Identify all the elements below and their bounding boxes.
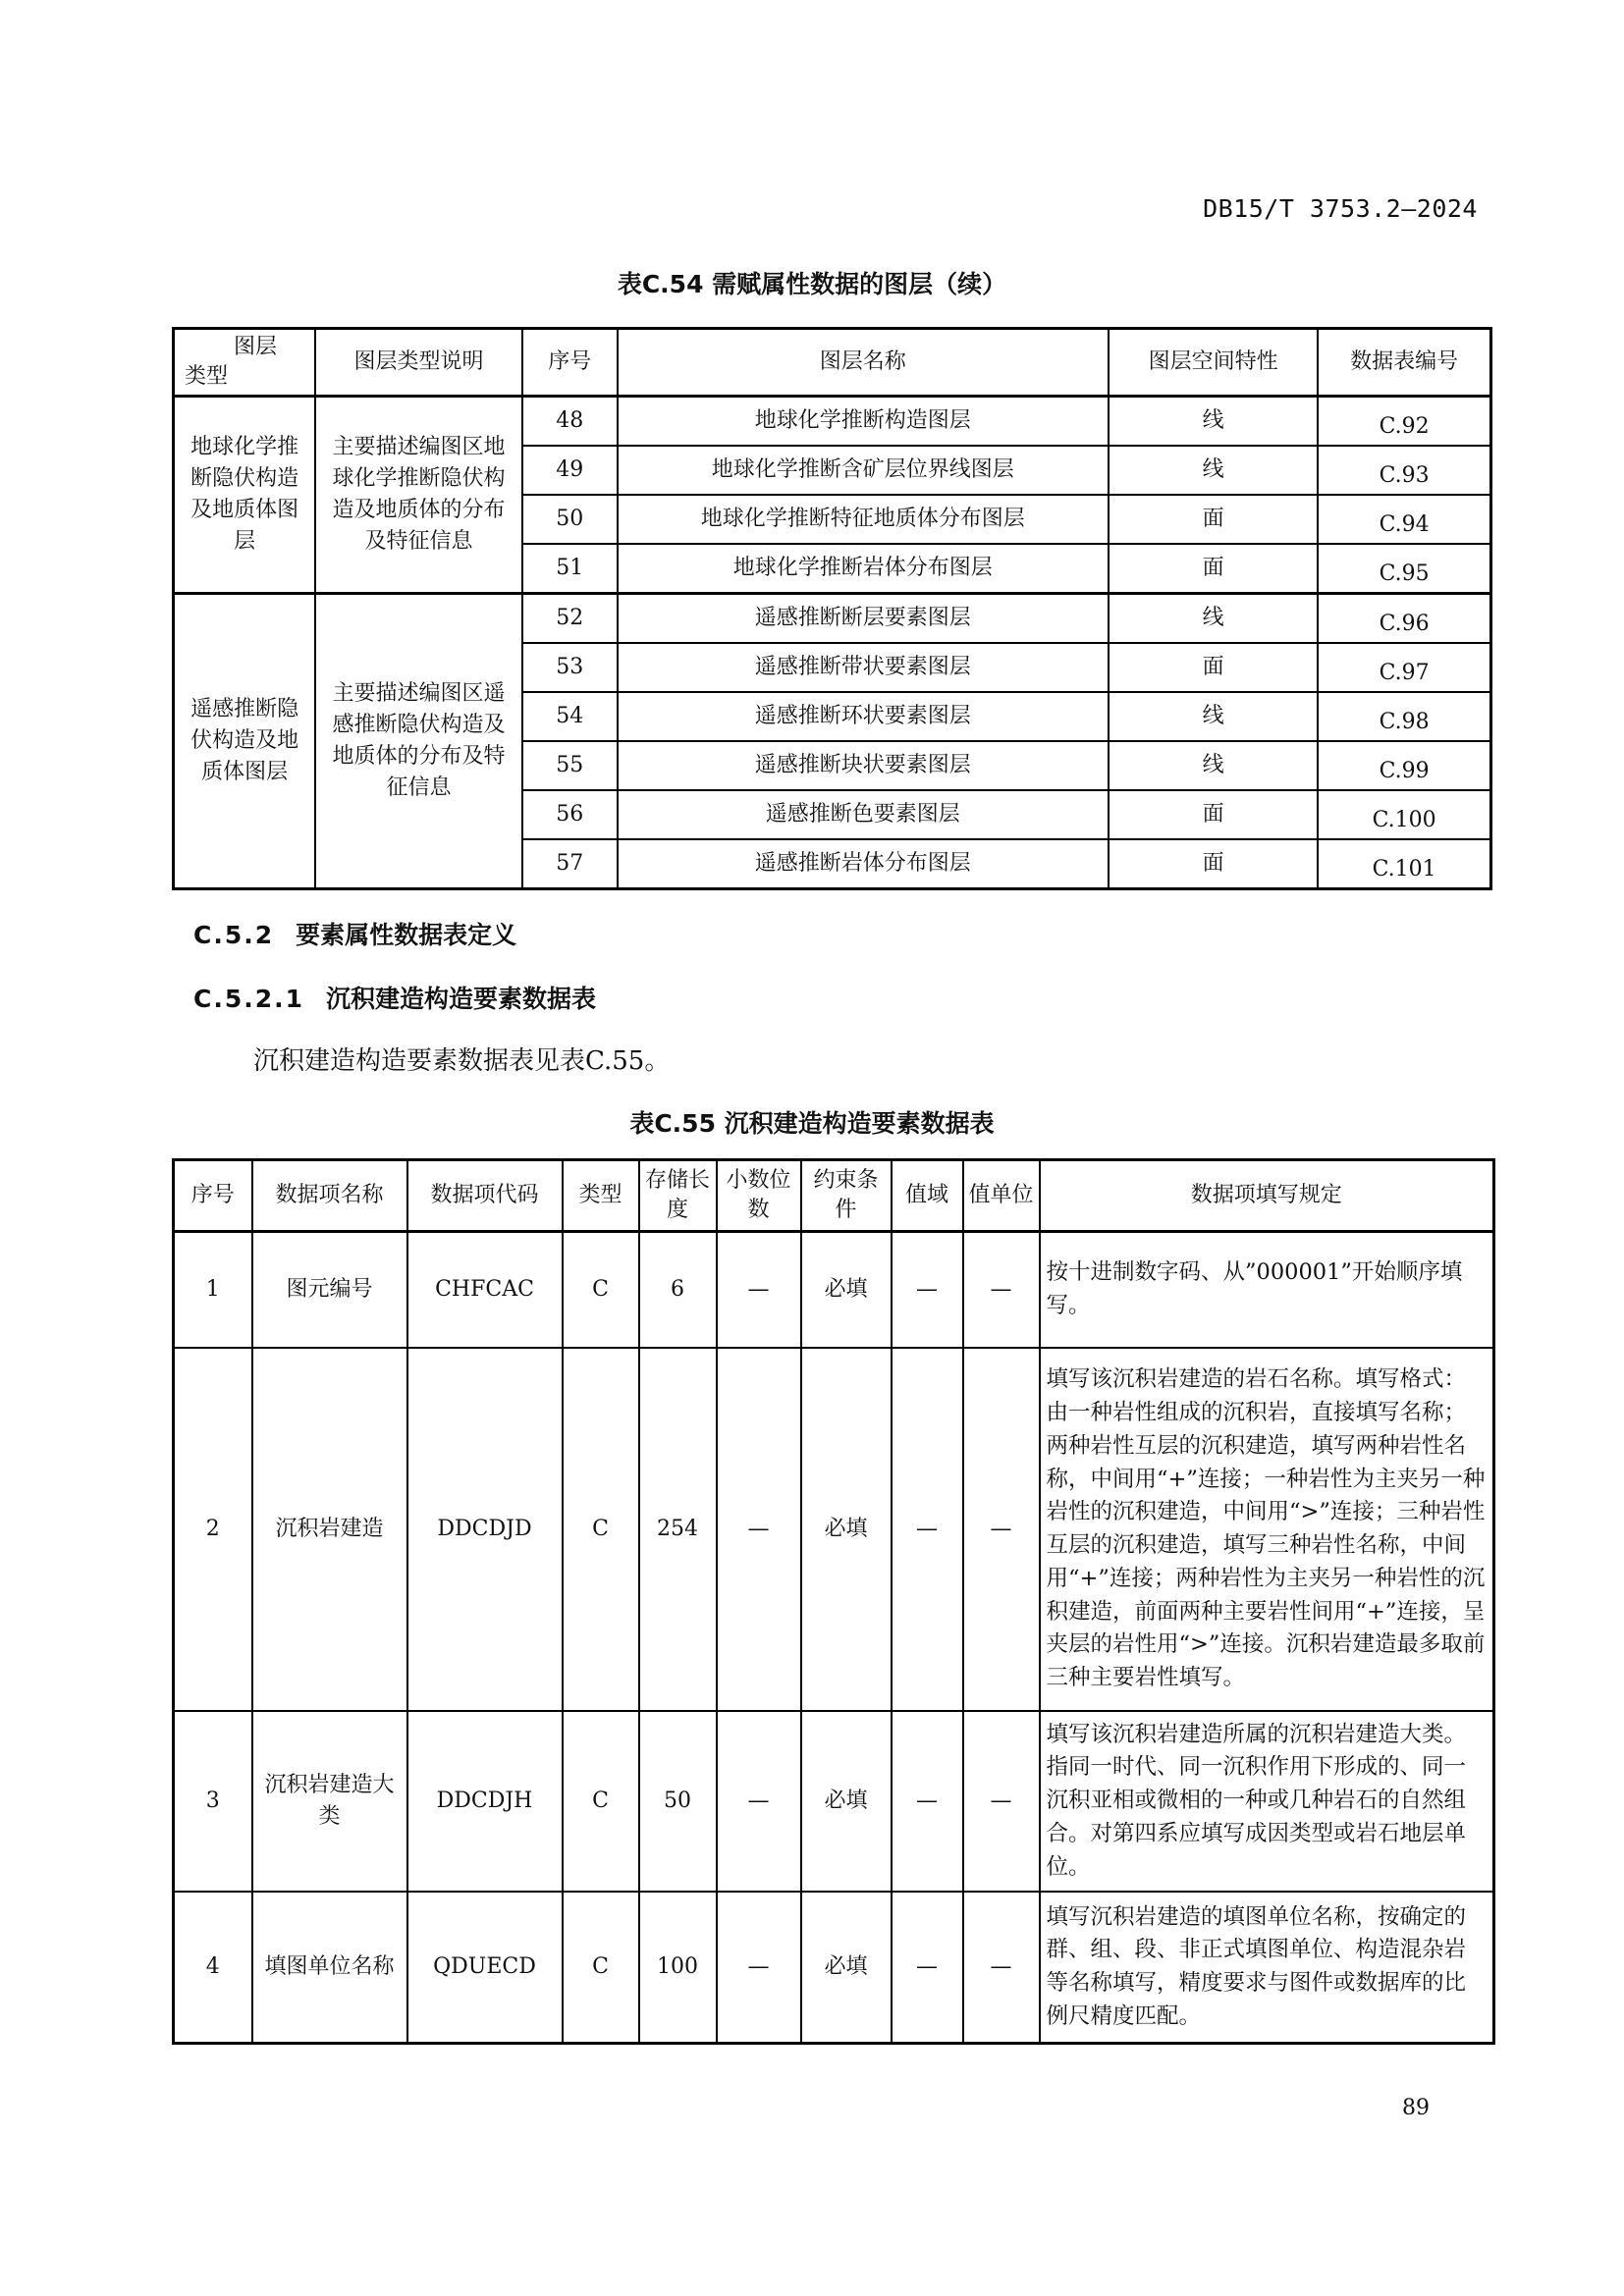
layer-type-cell: 地球化学推断隐伏构造及地质体图层	[174, 397, 316, 594]
section-number: C.5.2.1	[193, 985, 305, 1013]
spatial-cell: 线	[1109, 692, 1318, 741]
layer-name-cell: 地球化学推断含矿层位界线图层	[618, 446, 1109, 495]
table-no-cell: C.99	[1318, 741, 1490, 790]
item-name-cell: 沉积岩建造	[252, 1348, 407, 1711]
item-code-cell: DDCDJD	[407, 1348, 563, 1711]
header-rule: 数据项填写规定	[1040, 1160, 1494, 1232]
seq-cell: 54	[522, 692, 618, 741]
type-cell: C	[563, 1232, 639, 1349]
domain-cell: —	[892, 1348, 963, 1711]
domain-cell: —	[892, 1711, 963, 1892]
page-number: 89	[1402, 2096, 1430, 2120]
section-title: 沉积建造构造要素数据表	[326, 985, 597, 1013]
seq-cell: 4	[174, 1892, 252, 2044]
table-header-row	[174, 1160, 1494, 1232]
table-no-cell: C.93	[1318, 446, 1490, 495]
layer-type-cell: 遥感推断隐伏构造及地质体图层	[174, 594, 316, 889]
rule-cell: 按十进制数字码、从”000001”开始顺序填写。	[1040, 1232, 1494, 1349]
decimals-cell: —	[717, 1348, 801, 1711]
storage-length-cell: 100	[639, 1892, 717, 2044]
spatial-cell: 线	[1109, 741, 1318, 790]
layer-name-cell: 遥感推断环状要素图层	[618, 692, 1109, 741]
spatial-cell: 线	[1109, 397, 1318, 447]
spatial-cell: 面	[1109, 643, 1318, 692]
table-c54	[172, 327, 1492, 890]
spatial-cell: 面	[1109, 790, 1318, 839]
decimals-cell: —	[717, 1232, 801, 1349]
seq-cell: 55	[522, 741, 618, 790]
rule-cell: 填写沉积岩建造的填图单位名称，按确定的群、组、段、非正式填图单位、构造混杂岩等名称填写，精度要求与图件或数据库的比例尺精度匹配。	[1040, 1892, 1494, 2044]
storage-length-cell: 254	[639, 1348, 717, 1711]
table-row	[174, 594, 1491, 644]
layer-name-cell: 地球化学推断岩体分布图层	[618, 544, 1109, 594]
item-name-cell: 沉积岩建造大类	[252, 1711, 407, 1892]
table-no-cell: C.101	[1318, 839, 1490, 889]
intro-paragraph: 沉积建造构造要素数据表见表C.55。	[253, 1046, 671, 1076]
table-row	[174, 1711, 1494, 1892]
section-heading-c52	[193, 916, 516, 951]
section-number: C.5.2	[193, 921, 275, 949]
layer-name-cell: 遥感推断块状要素图层	[618, 741, 1109, 790]
seq-cell: 53	[522, 643, 618, 692]
table-c55	[172, 1158, 1495, 2045]
layer-name-cell: 遥感推断色要素图层	[618, 790, 1109, 839]
spatial-cell: 面	[1109, 544, 1318, 594]
constraint-cell: 必填	[801, 1232, 892, 1349]
unit-cell: —	[963, 1348, 1040, 1711]
type-cell: C	[563, 1348, 639, 1711]
seq-cell: 49	[522, 446, 618, 495]
header-spatial: 图层空间特性	[1109, 329, 1318, 397]
decimals-cell: —	[717, 1892, 801, 2044]
table-row	[174, 1232, 1494, 1349]
domain-cell: —	[892, 1892, 963, 2044]
rule-cell: 填写该沉积岩建造所属的沉积岩建造大类。指同一时代、同一沉积作用下形成的、同一沉积亚相或微相的一种或几种岩石的自然组合。对第四系应填写成因类型或岩石地层单位。	[1040, 1711, 1494, 1892]
type-cell: C	[563, 1711, 639, 1892]
decimals-cell: —	[717, 1711, 801, 1892]
header-seq: 序号	[174, 1160, 252, 1232]
header-seq: 序号	[522, 329, 618, 397]
item-code-cell: DDCDJH	[407, 1711, 563, 1892]
domain-cell: —	[892, 1232, 963, 1349]
layer-name-cell: 地球化学推断构造图层	[618, 397, 1109, 447]
header-type: 类型	[563, 1160, 639, 1232]
seq-cell: 48	[522, 397, 618, 447]
table-no-cell: C.98	[1318, 692, 1490, 741]
table-row	[174, 397, 1491, 447]
item-code-cell: CHFCAC	[407, 1232, 563, 1349]
table-c54-caption: 表C.54 需赋属性数据的图层（续）	[617, 270, 1007, 298]
storage-length-cell: 50	[639, 1711, 717, 1892]
header-table-no: 数据表编号	[1318, 329, 1490, 397]
table-no-cell: C.92	[1318, 397, 1490, 447]
item-name-cell: 图元编号	[252, 1232, 407, 1349]
spatial-cell: 面	[1109, 839, 1318, 889]
table-c55-caption: 表C.55 沉积建造构造要素数据表	[629, 1109, 995, 1138]
seq-cell: 56	[522, 790, 618, 839]
header-layer-name: 图层名称	[618, 329, 1109, 397]
seq-cell: 50	[522, 495, 618, 544]
layer-name-cell: 地球化学推断特征地质体分布图层	[618, 495, 1109, 544]
header-item-name: 数据项名称	[252, 1160, 407, 1232]
type-cell: C	[563, 1892, 639, 2044]
layer-name-cell: 遥感推断断层要素图层	[618, 594, 1109, 644]
seq-cell: 2	[174, 1348, 252, 1711]
table-no-cell: C.94	[1318, 495, 1490, 544]
table-no-cell: C.96	[1318, 594, 1490, 644]
spatial-cell: 线	[1109, 594, 1318, 644]
table-no-cell: C.100	[1318, 790, 1490, 839]
standard-code: DB15/T 3753.2—2024	[1203, 194, 1478, 223]
layer-name-cell: 遥感推断岩体分布图层	[618, 839, 1109, 889]
type-desc-cell: 主要描述编图区遥感推断隐伏构造及地质体的分布及特征信息	[315, 594, 521, 889]
table-row	[174, 1348, 1494, 1711]
header-layer-type: 图层 类型	[174, 329, 316, 397]
header-constraint: 约束条件	[801, 1160, 892, 1232]
seq-cell: 1	[174, 1232, 252, 1349]
header-domain: 值域	[892, 1160, 963, 1232]
unit-cell: —	[963, 1232, 1040, 1349]
header-decimals: 小数位数	[717, 1160, 801, 1232]
item-name-cell: 填图单位名称	[252, 1892, 407, 2044]
rule-cell: 填写该沉积岩建造的岩石名称。填写格式：由一种岩性组成的沉积岩，直接填写名称；两种岩性互层的沉积建造，填写两种岩性名称，中间用“+”连接；一种岩性为主夹另一种岩性的沉积建造，中间用“>”连接；三种岩性互层的沉积建造，填写三种岩性名称，中间用“+”连接；两种岩性为主夹另一种岩性的沉积建造，前面两种主要岩性间用“+”连接，呈夹层的岩性用“>”连接。沉积岩建造最多取前三种主要岩性填写。	[1040, 1348, 1494, 1711]
header-item-code: 数据项代码	[407, 1160, 563, 1232]
constraint-cell: 必填	[801, 1348, 892, 1711]
table-no-cell: C.95	[1318, 544, 1490, 594]
header-storage-length: 存储长度	[639, 1160, 717, 1232]
unit-cell: —	[963, 1711, 1040, 1892]
seq-cell: 51	[522, 544, 618, 594]
spatial-cell: 线	[1109, 446, 1318, 495]
spatial-cell: 面	[1109, 495, 1318, 544]
storage-length-cell: 6	[639, 1232, 717, 1349]
section-title: 要素属性数据表定义	[296, 921, 517, 949]
constraint-cell: 必填	[801, 1892, 892, 2044]
header-type-desc: 图层类型说明	[315, 329, 521, 397]
header-unit: 值单位	[963, 1160, 1040, 1232]
seq-cell: 3	[174, 1711, 252, 1892]
item-code-cell: QDUECD	[407, 1892, 563, 2044]
table-row	[174, 1892, 1494, 2044]
seq-cell: 57	[522, 839, 618, 889]
seq-cell: 52	[522, 594, 618, 644]
section-heading-c521	[193, 980, 596, 1015]
constraint-cell: 必填	[801, 1711, 892, 1892]
table-no-cell: C.97	[1318, 643, 1490, 692]
unit-cell: —	[963, 1892, 1040, 2044]
table-header-row	[174, 329, 1491, 397]
layer-name-cell: 遥感推断带状要素图层	[618, 643, 1109, 692]
type-desc-cell: 主要描述编图区地球化学推断隐伏构造及地质体的分布及特征信息	[315, 397, 521, 594]
